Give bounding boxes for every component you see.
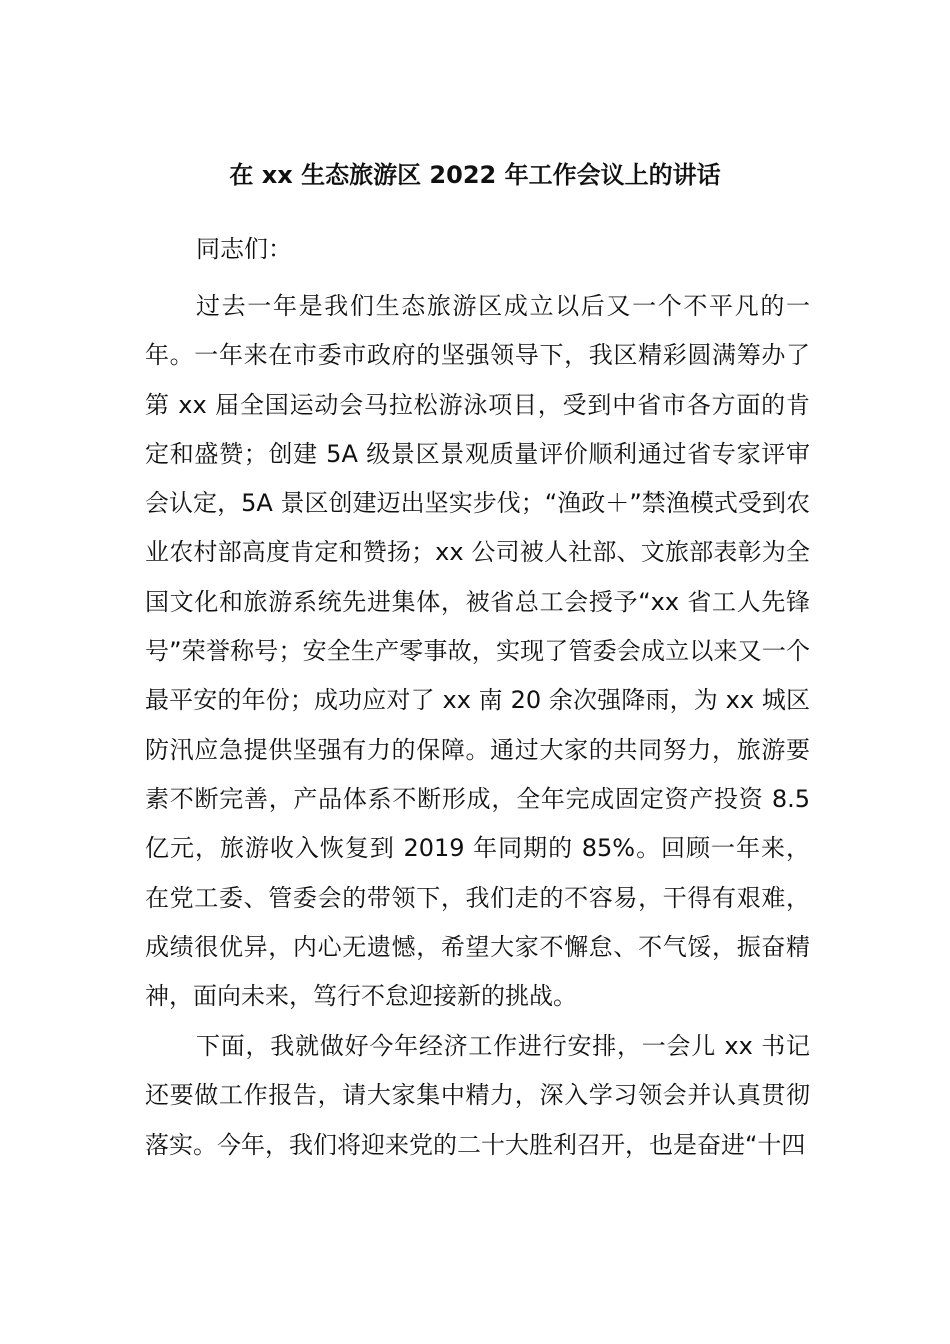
body-paragraph-1: 过去一年是我们生态旅游区成立以后又一个不平凡的一年。一年来在市委市政府的坚强领导下，我区精彩圆满筹办了第 xx 届全国运动会马拉松游泳项目，受到中省市各方面的肯定和盛赞；创建 5A 级景区景观质量评价顺利通过省专家评审会认定，5A 景区创建迈出坚实步伐；“渔政＋”禁渔模式受到农业农村部高度肯定和赞扬；xx 公司被人社部、文旅部表彰为全国文化和旅游系统先进集体，被省总工会授予“xx 省工人先锋号”荣誉称号；安全生产零事故，实现了管委会成立以来又一个最平安的年份；成功应对了 xx 南 20 余次强降雨，为 xx 城区防汛应急提供坚强有力的保障。通过大家的共同努力，旅游要素不断完善，产品体系不断形成，全年完成固定资产投资 8.5 亿元，旅游收入恢复到 2019 年同期的 85%。回顾一年来，在党工委、管委会的带领下，我们走的不容易，干得有艰难，成绩很优异，内心无遗憾，希望大家不懈怠、不气馁，振奋精神，面向未来，笃行不怠迎接新的挑战。 (145, 292, 810, 1011)
salutation: 同志们： (196, 235, 292, 263)
body-paragraph-2: 下面，我就做好今年经济工作进行安排，一会儿 xx 书记还要做工作报告，请大家集中精力，深入学习领会并认真贯彻落实。今年，我们将迎来党的二十大胜利召开，也是奋进“十四 (145, 1032, 810, 1159)
document-title: 在 xx 生态旅游区 2022 年工作会议上的讲话 (229, 161, 721, 189)
